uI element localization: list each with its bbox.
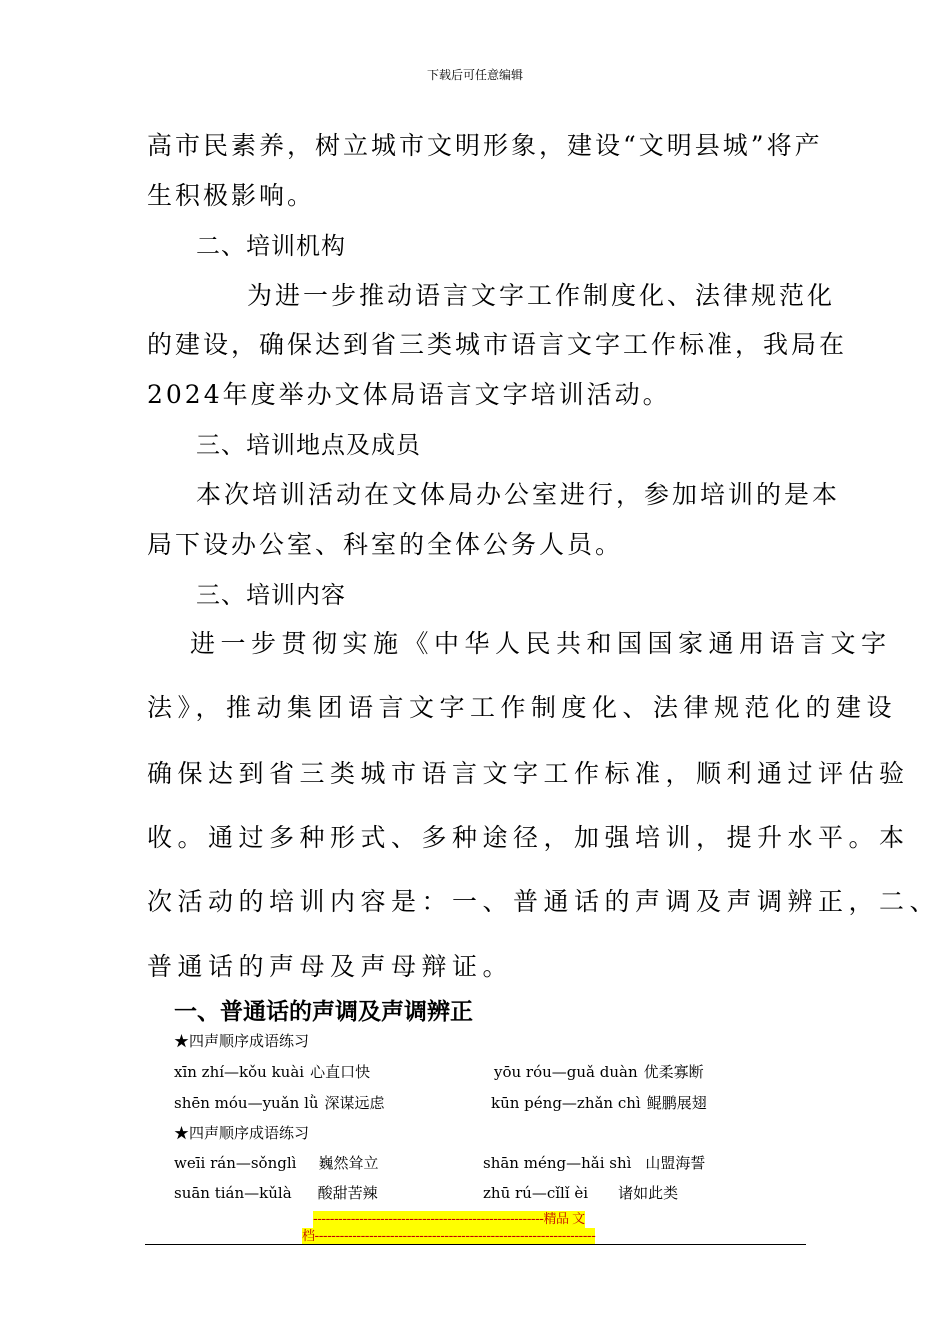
- footer-divider: [145, 1244, 806, 1245]
- footer-banner-line: -------------------------------------------------------精品 文: [313, 1212, 585, 1227]
- paragraph-line: 局下设办公室、科室的全体公务人员。: [147, 530, 624, 559]
- idiom-pinyin: shān méng—hǎi shì: [483, 1154, 632, 1172]
- footer-banner-line: 档-------------------------------------------------------------------: [302, 1229, 596, 1244]
- idiom-pinyin: weīi rán—sǒnglì: [174, 1154, 297, 1172]
- idiom-pinyin: yōu róu—guǎ duàn: [494, 1063, 638, 1081]
- section-heading-location: 三、培训地点及成员: [196, 431, 421, 459]
- idiom-item: [494, 1061, 704, 1082]
- paragraph-line: 为进一步推动语言文字工作制度化、法律规范化: [247, 281, 836, 310]
- practice-group-title: ★四声顺序成语练习: [174, 1032, 310, 1050]
- paragraph-line: 进一步贯彻实施《中华人民共和国国家通用语言文字: [190, 629, 892, 658]
- practice-group-title: ★四声顺序成语练习: [174, 1124, 310, 1142]
- idiom-item: [174, 1092, 385, 1113]
- idiom-chinese: 鲲鹏展翅: [646, 1094, 707, 1112]
- idiom-chinese: 山盟海誓: [645, 1154, 706, 1172]
- paragraph-line: 次活动的培训内容是：一、普通话的声调及声调辨正，二、: [147, 887, 941, 916]
- paragraph-line: 本次培训活动在文体局办公室进行，参加培训的是本: [196, 480, 841, 509]
- subsection-heading: 一、普通话的声调及声调辨正: [174, 999, 473, 1025]
- idiom-item: [483, 1152, 705, 1173]
- paragraph-line: 法》，推动集团语言文字工作制度化、法律规范化的建设: [147, 693, 898, 722]
- idiom-item: [174, 1152, 378, 1173]
- paragraph-line: 收。通过多种形式、多种途径，加强培训，提升水平。本: [147, 823, 910, 852]
- section-heading-content: 三、培训内容: [196, 581, 346, 609]
- idiom-item: [174, 1182, 378, 1203]
- idiom-pinyin: xīn zhí—kǒu kuài: [174, 1063, 305, 1081]
- idiom-chinese: 优柔寡断: [643, 1063, 704, 1081]
- idiom-chinese: 诸如此类: [618, 1184, 679, 1202]
- paragraph-line: 2024年度举办文体局语言文字培训活动。: [147, 380, 671, 409]
- idiom-chinese: 酸甜苦辣: [317, 1184, 378, 1202]
- idiom-chinese: 巍然耸立: [318, 1154, 379, 1172]
- idiom-pinyin: kūn péng—zhǎn chì: [491, 1094, 641, 1112]
- idiom-pinyin: suān tián—kǔlà: [174, 1184, 292, 1202]
- idiom-chinese: 心直口快: [310, 1063, 371, 1081]
- header-note: 下载后可任意编辑: [426, 68, 523, 82]
- paragraph-line: 高市民素养，树立城市文明形象，建设“文明县城”将产: [147, 131, 823, 160]
- idiom-item: [174, 1061, 370, 1082]
- idiom-chinese: 深谋远虑: [324, 1094, 385, 1112]
- paragraph-line: 生积极影响。: [147, 181, 316, 210]
- idiom-pinyin: zhū rú—cǐlǐ èi: [483, 1184, 589, 1202]
- paragraph-line: 确保达到省三类城市语言文字工作标准，顺利通过评估验: [147, 759, 910, 788]
- paragraph-line: 的建设，确保达到省三类城市语言文字工作标准，我局在: [147, 330, 848, 359]
- section-heading-institution: 二、培训机构: [196, 232, 346, 260]
- paragraph-line: 普通话的声母及声母辩证。: [147, 952, 514, 981]
- idiom-item: [483, 1182, 678, 1203]
- idiom-pinyin: shēn móu—yuǎn lǜ: [174, 1094, 319, 1112]
- idiom-item: [491, 1092, 707, 1113]
